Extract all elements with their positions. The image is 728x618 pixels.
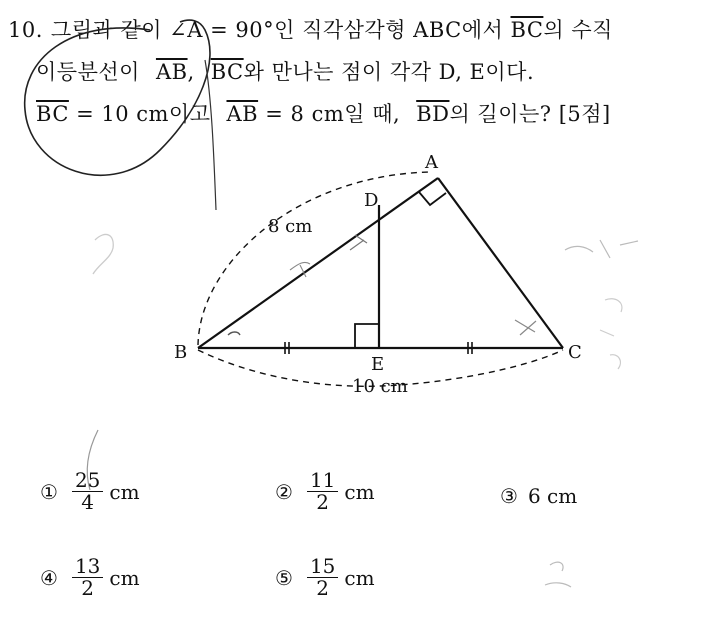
- choice-1[interactable]: [40, 470, 140, 513]
- pencil-mark-3: [515, 320, 536, 335]
- choice-value-3: 6 cm: [527, 484, 578, 508]
- dashed-arc-ab: [198, 172, 430, 345]
- choice-5[interactable]: [275, 556, 375, 599]
- pencil-mark-4: [565, 240, 638, 258]
- unit: cm: [344, 479, 375, 504]
- unit: cm: [344, 565, 375, 590]
- choice-fraction-2: [307, 470, 338, 513]
- comma: ,: [187, 60, 195, 84]
- label-e: E: [371, 354, 385, 375]
- unit: cm: [109, 565, 140, 590]
- denominator: 2: [81, 576, 95, 600]
- numerator: 15: [307, 556, 338, 578]
- handwritten-scribble: [25, 20, 210, 175]
- choice-fraction-1: [72, 470, 103, 513]
- segment-bc: $\overline{BC}$: [510, 18, 544, 42]
- problem-text-2: 이등분선이: [36, 60, 140, 84]
- problem-text-3-end: 의 길이는? [5점]: [449, 102, 611, 126]
- segment-bc-3: $\overline{BC}$: [36, 102, 69, 126]
- denominator: 2: [316, 576, 330, 600]
- label-b: B: [174, 342, 188, 363]
- choice-mark-2: ②: [275, 479, 293, 504]
- problem-text-2-end: 와 만나는 점이 각각 D, E이다.: [243, 60, 535, 84]
- side-ab: [198, 178, 438, 348]
- problem-text-3b: = 8 cm일 때,: [258, 102, 401, 126]
- choice-mark-3: ③: [500, 484, 518, 508]
- label-ab-length: 8 cm: [268, 216, 313, 237]
- handwritten-stroke: [205, 60, 216, 210]
- choice-mark-1: ①: [40, 479, 58, 504]
- choice-3[interactable]: [500, 484, 577, 508]
- choice-mark-4: ④: [40, 565, 58, 590]
- label-a: A: [425, 152, 438, 173]
- unit: cm: [109, 479, 140, 504]
- denominator: 4: [81, 490, 95, 514]
- segment-bc-2: $\overline{BC}$: [210, 60, 244, 84]
- segment-ab: $\overline{AB}$: [155, 60, 188, 84]
- choice-mark-5: ⑤: [275, 565, 293, 590]
- pencil-mark-6: [600, 299, 622, 369]
- problem-text-1: 그림과 같이 ∠A = 90°인 직각삼각형 ABC에서: [50, 18, 504, 42]
- choice-fraction-5: [307, 556, 338, 599]
- label-c: C: [568, 342, 582, 363]
- right-angle-mark-e: [355, 324, 379, 348]
- denominator: 2: [316, 490, 330, 514]
- segment-ab-2: $\overline{AB}$: [226, 102, 259, 126]
- pencil-mark-5: [93, 234, 113, 274]
- side-ac: [438, 178, 563, 348]
- numerator: 25: [72, 470, 103, 492]
- label-d: D: [364, 190, 379, 211]
- choice-fraction-4: [72, 556, 103, 599]
- numerator: 13: [72, 556, 103, 578]
- choice-4[interactable]: [40, 556, 140, 599]
- problem-text-1-end: 의 수직: [543, 18, 613, 42]
- segment-bd: $\overline{BD}$: [416, 102, 450, 126]
- problem-text-3a: = 10 cm이고: [68, 102, 211, 126]
- pencil-mark-9: [228, 332, 240, 335]
- numerator: 11: [307, 470, 338, 492]
- pencil-mark-8: [545, 562, 571, 587]
- label-bc-length: 10 cm: [352, 376, 408, 397]
- right-angle-mark-a: [419, 192, 446, 205]
- problem-number: 10.: [8, 18, 43, 42]
- choice-2[interactable]: [275, 470, 375, 513]
